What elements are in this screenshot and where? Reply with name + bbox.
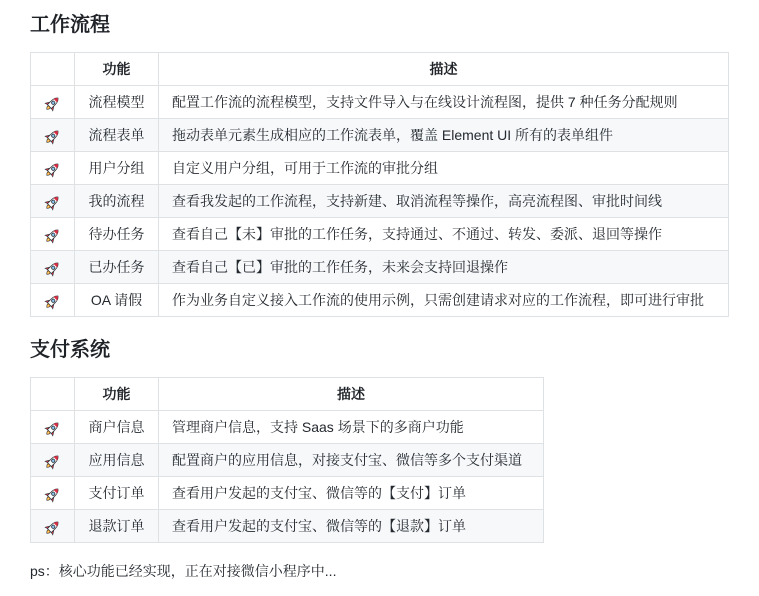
feature-table <box>30 52 729 317</box>
feature-description: 查看用户发起的支付宝、微信等的【支付】订单 <box>159 477 544 510</box>
rocket-icon <box>44 519 61 536</box>
feature-description: 查看自己【已】审批的工作任务，未来会支持回退操作 <box>159 251 729 284</box>
feature-name: 商户信息 <box>75 411 159 444</box>
table-row <box>31 251 729 284</box>
icon-cell <box>31 510 75 543</box>
section-title: 工作流程 <box>30 14 110 36</box>
icon-cell <box>31 185 75 218</box>
feature-name: 我的流程 <box>75 185 159 218</box>
rocket-icon <box>44 227 61 244</box>
rocket-icon <box>44 420 61 437</box>
table-row <box>31 119 729 152</box>
feature-description: 查看自己【未】审批的工作任务，支持通过、不通过、转发、委派、退回等操作 <box>159 218 729 251</box>
rocket-icon <box>44 95 61 112</box>
feature-section <box>30 13 729 317</box>
feature-name: 流程表单 <box>75 119 159 152</box>
header-description: 描述 <box>159 53 729 86</box>
icon-cell <box>31 152 75 185</box>
rocket-icon <box>44 260 61 277</box>
feature-name: 应用信息 <box>75 444 159 477</box>
header-icon-column <box>31 53 75 86</box>
rocket-icon <box>44 486 61 503</box>
rocket-icon <box>44 453 61 470</box>
feature-name: OA 请假 <box>75 284 159 317</box>
feature-description: 拖动表单元素生成相应的工作流表单，覆盖 Element UI 所有的表单组件 <box>159 119 729 152</box>
feature-name: 用户分组 <box>75 152 159 185</box>
icon-cell <box>31 477 75 510</box>
feature-description: 查看我发起的工作流程，支持新建、取消流程等操作，高亮流程图、审批时间线 <box>159 185 729 218</box>
feature-description: 自定义用户分组，可用于工作流的审批分组 <box>159 152 729 185</box>
feature-description: 配置工作流的流程模型，支持文件导入与在线设计流程图，提供 7 种任务分配规则 <box>159 86 729 119</box>
table-row <box>31 444 544 477</box>
icon-cell <box>31 218 75 251</box>
header-icon-column <box>31 378 75 411</box>
section-title: 支付系统 <box>30 339 110 361</box>
table-header-row <box>31 53 729 86</box>
table-row <box>31 185 729 218</box>
table-row <box>31 477 544 510</box>
table-row <box>31 86 729 119</box>
icon-cell <box>31 119 75 152</box>
icon-cell <box>31 284 75 317</box>
feature-description: 管理商户信息，支持 Saas 场景下的多商户功能 <box>159 411 544 444</box>
header-feature: 功能 <box>75 378 159 411</box>
header-feature: 功能 <box>75 53 159 86</box>
feature-name: 支付订单 <box>75 477 159 510</box>
feature-table <box>30 377 544 543</box>
feature-name: 退款订单 <box>75 510 159 543</box>
table-row <box>31 284 729 317</box>
feature-description: 配置商户的应用信息，对接支付宝、微信等多个支付渠道 <box>159 444 544 477</box>
table-row <box>31 218 729 251</box>
footer-note: ps：核心功能已经实现，正在对接微信小程序中... <box>30 563 337 579</box>
feature-description: 作为业务自定义接入工作流的使用示例，只需创建请求对应的工作流程，即可进行审批 <box>159 284 729 317</box>
table-row <box>31 510 544 543</box>
icon-cell <box>31 444 75 477</box>
feature-name: 流程模型 <box>75 86 159 119</box>
header-description: 描述 <box>159 378 544 411</box>
feature-name: 待办任务 <box>75 218 159 251</box>
sections-container <box>30 13 729 543</box>
icon-cell <box>31 411 75 444</box>
rocket-icon <box>44 128 61 145</box>
table-header-row <box>31 378 544 411</box>
rocket-icon <box>44 161 61 178</box>
table-row <box>31 152 729 185</box>
table-row <box>31 411 544 444</box>
icon-cell <box>31 86 75 119</box>
rocket-icon <box>44 194 61 211</box>
feature-name: 已办任务 <box>75 251 159 284</box>
icon-cell <box>31 251 75 284</box>
feature-description: 查看用户发起的支付宝、微信等的【退款】订单 <box>159 510 544 543</box>
rocket-icon <box>44 293 61 310</box>
feature-section <box>30 338 729 543</box>
